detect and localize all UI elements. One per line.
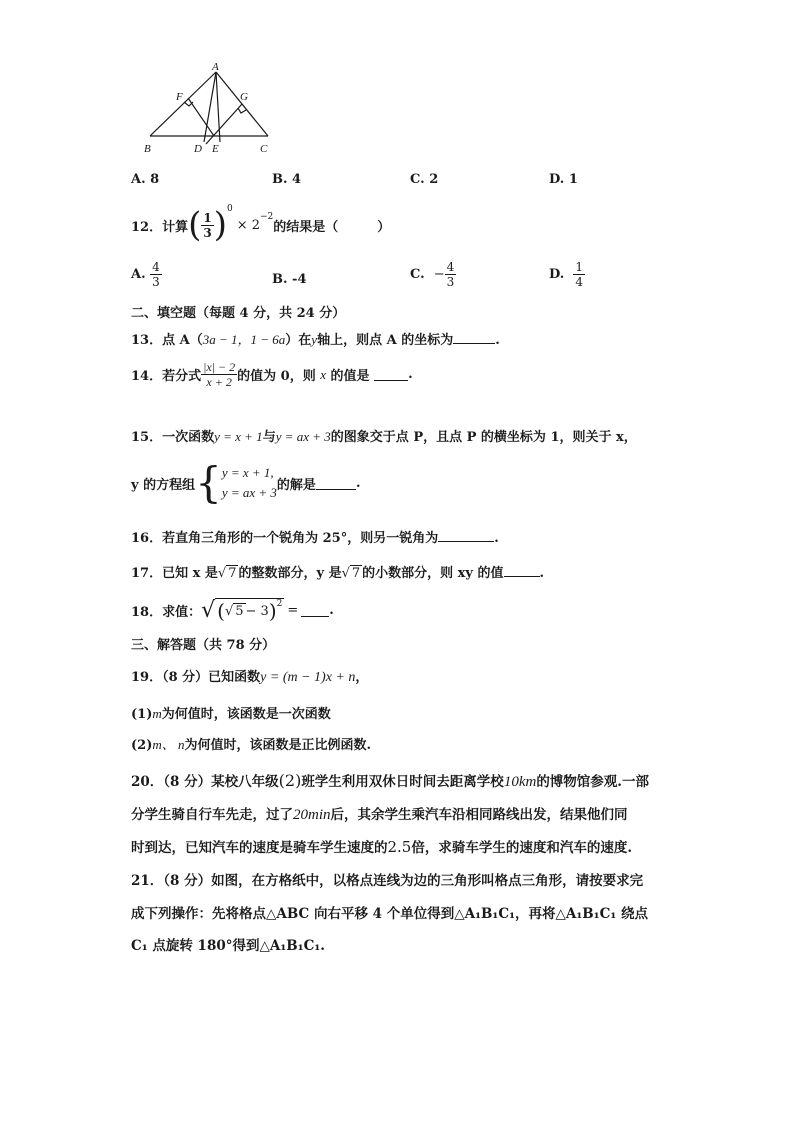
question-21-line3: C₁ 点旋转 180°得到△A₁B₁C₁. bbox=[131, 938, 325, 954]
question-20-line2: 分学生骑自行车先走，过了20min后，其余学生乘汽车沿相同路线出发，结果他们同 bbox=[131, 807, 628, 823]
question-21-line2: 成下列操作：先将格点△ABC 向右平移 4 个单位得到△A₁B₁C₁，再将△A₁B₁C₁ 绕点 bbox=[131, 906, 648, 922]
question-20-line3: 时到达，已知汽车的速度是骑车学生速度的2.5倍，求骑车学生的速度和汽车的速度. bbox=[131, 838, 633, 856]
q12-fraction: $\frac{1}{3}$ bbox=[203, 210, 212, 240]
label-G: G bbox=[240, 91, 248, 103]
label-E: E bbox=[212, 143, 219, 155]
q11-option-b: B. 4 bbox=[272, 172, 302, 187]
section-3-heading: 三、解答题（共 78 分） bbox=[131, 638, 276, 653]
q11-option-c: C. 2 bbox=[410, 172, 439, 187]
q12-option-c: C. − $\frac{4}{3}$ bbox=[410, 260, 455, 289]
question-21-line1: 21．（8 分）如图，在方格纸中，以格点连线为边的三角形叫格点三角形，请按要求完 bbox=[131, 873, 644, 889]
label-D: D bbox=[194, 143, 202, 155]
label-F: F bbox=[176, 91, 183, 103]
question-18: 18．求值： √ ( √ 5 − 3 ) $^2$ = . bbox=[131, 598, 334, 623]
q11-option-d: D. 1 bbox=[549, 172, 578, 187]
answer-blank[interactable] bbox=[504, 564, 540, 577]
triangle-figure bbox=[140, 60, 280, 155]
answer-blank[interactable] bbox=[438, 529, 494, 542]
q12-option-b: B. -4 bbox=[272, 272, 307, 287]
question-15-line1: 15．一次函数y = x + 1与y = ax + 3的图象交于点 P，且点 P 的横坐标为 1，则关于 x， bbox=[131, 429, 637, 445]
q12-option-d: D. $\frac{1}{4}$ bbox=[549, 260, 584, 289]
label-A: A bbox=[212, 61, 219, 73]
answer-blank[interactable] bbox=[453, 331, 495, 344]
question-19-part-1: (1)m为何值时，该函数是一次函数 bbox=[131, 706, 331, 722]
question-19-part-2: (2)m、 n为何值时，该函数是正比例函数. bbox=[131, 737, 372, 753]
question-20-line1: 20．（8 分）某校八年级(2)班学生利用双休日时间去距离学校10km的博物馆参观.一部 bbox=[131, 771, 650, 790]
question-19: 19．（8 分）已知函数y = (m − 1)x + n， bbox=[131, 670, 369, 685]
q12-option-a: A. $\frac{4}{3}$ bbox=[131, 260, 160, 289]
question-17: 17．已知 x 是√ 7 的整数部分，y 是√ 7 的小数部分，则 xy 的值 . bbox=[131, 566, 545, 581]
question-12: 12．计算 ( $\frac{1}{3}$ ) $^0$ × 2 $^{-2}$ 的结果是（ ） bbox=[131, 204, 391, 245]
answer-blank[interactable] bbox=[301, 604, 329, 617]
answer-blank[interactable] bbox=[374, 368, 408, 381]
q11-option-a: A. 8 bbox=[131, 172, 160, 187]
answer-blank[interactable] bbox=[316, 477, 356, 490]
section-2-heading: 二、填空题（每题 4 分，共 24 分） bbox=[131, 306, 346, 321]
label-C: C bbox=[260, 143, 268, 155]
question-14: 14．若分式 $\frac{|x| - 2}{x + 2}$ 的值为 0，则 x 的值是 . bbox=[131, 360, 413, 389]
equation-system: y = x + 1, y = ax + 3 bbox=[221, 465, 277, 500]
label-B: B bbox=[144, 143, 151, 155]
question-15-line2: y 的方程组 { y = x + 1, y = ax + 3 的解是 . bbox=[131, 458, 361, 507]
question-16: 16．若直角三角形的一个锐角为 25°，则另一锐角为 . bbox=[131, 531, 499, 546]
question-13: 13．点 A（3a − 1，1 − 6a）在y轴上，则点 A 的坐标为 . bbox=[131, 332, 500, 348]
